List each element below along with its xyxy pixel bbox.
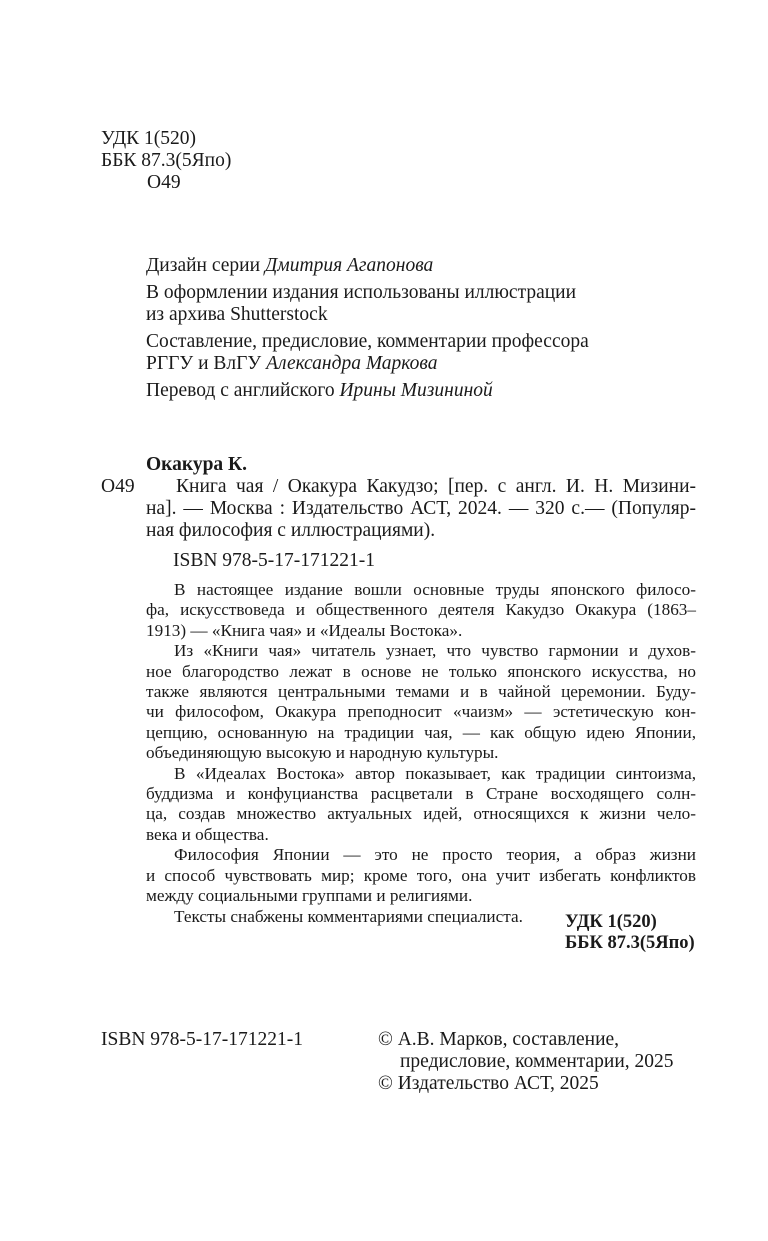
bbk-code: ББК 87.3(5Япо) (101, 150, 232, 171)
bbk-code-bold: ББК 87.3(5Япо) (565, 933, 695, 953)
designer-name: Дмитрия Агапонова (264, 255, 434, 276)
compilation-credit: Составление, предисловие, комментарии профессора РГГУ и ВлГУ Александра Маркова (146, 331, 589, 374)
footer-isbn: ISBN 978-5-17-171221-1 (101, 1029, 304, 1050)
catalog-author-mark: О49 (101, 476, 135, 497)
catalog-isbn: ISBN 978-5-17-171221-1 (173, 550, 376, 571)
credits-block (146, 255, 589, 407)
udk-code: УДК 1(520) (101, 128, 197, 149)
bibliographic-description: Книга чая / Окакура Какудзо; [пер. с англ. И. Н. Мизини- на]. — Москва : Издательство АСТ, 2024. — 320 с.— (Популяр- ная философия с иллюстрациями). (146, 476, 696, 541)
translation-credit: Перевод с английского Ирины Мизининой (146, 380, 493, 401)
copyright-publisher: © Издательство АСТ, 2025 (378, 1073, 599, 1094)
classification-block (101, 128, 231, 194)
compiler-name: Александра Маркова (266, 353, 438, 374)
author-heading: Окакура К. (146, 454, 248, 475)
copyright-compiler-cont: предисловие, комментарии, 2025 (400, 1051, 674, 1072)
author-mark: О49 (147, 172, 181, 193)
series-design-credit: Дизайн серии Дмитрия Агапонова (146, 255, 434, 276)
udk-code-bold: УДК 1(520) (565, 912, 657, 932)
copyright-compiler: © А.В. Марков, составление, (378, 1029, 620, 1050)
translator-name: Ирины Мизининой (339, 380, 493, 401)
illustrations-credit: В оформлении издания использованы иллюстрации из архива Shutterstock (146, 282, 577, 325)
classification-bold (565, 912, 695, 954)
copyright-block (378, 1029, 674, 1095)
annotation: В настоящее издание вошли основные труды японского филосо- фа, искусствоведа и общественного деятеля Какудзо Окакура (1863– 1913) — «Книга чая» и «Идеалы Востока». Из «Книги чая» читатель узнает, что чувство гармонии и духов- ное благородство лежат в основе не только японского искусства, но также являются центральными темами и в чайной церемонии. Буду- чи философом, Окакура преподносит «чаизм» — эстетическую кон- цепцию, основанную на традиции чая, — как общую идею Японии, объединяющую высокую и народную культуры. В «Идеалах Востока» автор показывает, как традиции синтоизма, буддизма и конфуцианства расцветали в Стране восходящего солн- ца, создав множество актуальных идей, относящихся к жизни чело- века и общества. Философия Японии — это не просто теория, а образ жизни и способ чувствовать мир; кроме того, она учит избегать конфликтов между социальными группами и религиями. Тексты снабжены комментариями специалиста. (146, 580, 696, 926)
